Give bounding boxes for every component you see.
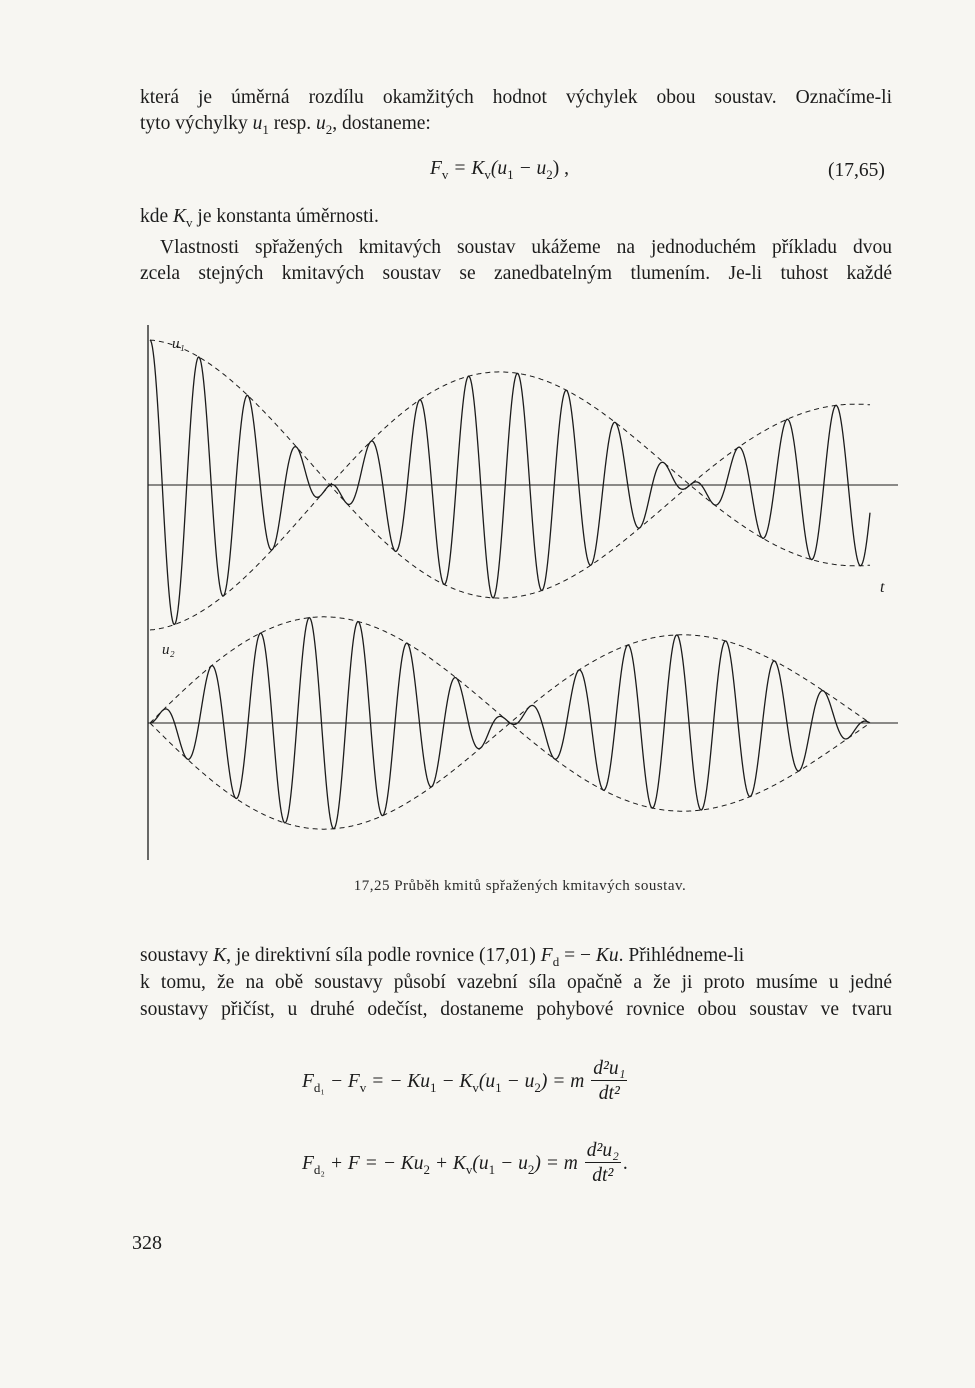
variable-u2: u	[316, 113, 326, 134]
paragraph-line	[140, 110, 431, 137]
subscript: v	[359, 1079, 367, 1095]
text-fragment: resp.	[268, 113, 317, 134]
subscript: 2	[546, 166, 553, 182]
u1-oscillation-curve	[150, 340, 870, 624]
subscript: 1	[262, 121, 269, 137]
eq-symbol: ) ,	[552, 158, 570, 179]
text-fragment: . Přihlédneme-li	[618, 945, 745, 966]
variable-k: K	[173, 206, 187, 227]
figure-caption: 17,25 Průběh kmitů spřažených kmitavých soustav.	[353, 878, 687, 894]
paragraph-line	[140, 942, 892, 969]
text-fragment: , je direktivní síla podle rovnice (17,01)	[226, 945, 541, 966]
subscript: 1	[430, 1079, 437, 1095]
paragraph-line: Vlastnosti spřažených kmitavých soustav ukážeme na jednoduchém příkladu dvou	[160, 237, 892, 258]
fraction-numerator: d²u₁	[593, 1058, 626, 1079]
subscript: 2	[423, 1161, 430, 1177]
eq-symbol: F	[430, 158, 442, 179]
subscript: v	[484, 166, 491, 182]
subscript: 1	[488, 1161, 496, 1177]
variable-f: F	[540, 945, 553, 966]
subscript: 1	[495, 1079, 502, 1095]
text-fragment: tyto výchylky	[140, 113, 253, 134]
eq-symbol: F	[302, 1152, 314, 1174]
subscript: 2	[534, 1079, 541, 1095]
subscript: 2	[527, 1161, 535, 1177]
u1-label: u₁	[172, 336, 185, 352]
fraction-denominator: dt²	[598, 1083, 620, 1104]
subscript: v	[465, 1161, 473, 1177]
subscript: v	[441, 166, 449, 182]
equation-motion-1	[302, 1058, 629, 1107]
subscript: d₁	[313, 1079, 325, 1095]
paragraph-line	[140, 203, 379, 230]
eq-symbol: (u	[472, 1152, 489, 1174]
paragraph-line: zcela stejných kmitavých soustav se zanedbatelným tlumením. Je-li tuhost každé	[140, 263, 892, 284]
fraction	[591, 1058, 627, 1107]
variable-ku: Ku	[595, 945, 619, 966]
coupled-oscillation-figure	[140, 320, 910, 865]
eq-symbol: (u	[478, 1070, 496, 1092]
fraction-denominator: dt²	[592, 1165, 614, 1186]
eq-symbol: ) = m	[534, 1152, 578, 1174]
subscript: v	[186, 214, 193, 230]
equation-17-65	[430, 158, 569, 180]
eq-symbol: = − Ku	[366, 1070, 430, 1092]
eq-symbol: − K	[436, 1070, 473, 1092]
subscript: d₂	[313, 1161, 325, 1177]
paragraph-line: soustavy přičíst, u druhé odečíst, dostaneme pohybové rovnice obou soustav ve tvaru	[140, 999, 892, 1020]
eq-symbol: + K	[430, 1152, 466, 1174]
eq-symbol: .	[622, 1152, 628, 1174]
text-fragment: je konstanta úměrnosti.	[192, 206, 379, 227]
eq-symbol: + F	[324, 1152, 360, 1174]
page-number: 328	[132, 1232, 162, 1254]
eq-symbol: ) = m	[540, 1070, 585, 1092]
eq-symbol: − u	[495, 1152, 528, 1174]
text-fragment: kde	[140, 206, 174, 227]
eq-symbol: F	[302, 1070, 314, 1092]
eq-symbol: − F	[324, 1070, 360, 1092]
equation-number: (17,65)	[828, 160, 885, 181]
text-fragment: = −	[559, 945, 596, 966]
paragraph-line: k tomu, že na obě soustavy působí vazební síla opačně a že ji proto musíme u jedné	[140, 972, 892, 993]
u1-envelope-lower	[150, 485, 870, 630]
u2-envelope-lower	[150, 723, 870, 829]
equation-motion-2	[302, 1140, 628, 1189]
u2-label: u₂	[162, 642, 175, 658]
subscript: d	[552, 953, 560, 969]
variable-u1: u	[252, 113, 263, 134]
eq-symbol: − u	[501, 1070, 535, 1092]
text-fragment: soustavy	[140, 945, 214, 966]
paragraph-line: která je úměrná rozdílu okamžitých hodnot výchylek obou soustav. Označíme-li	[140, 87, 892, 108]
eq-symbol: − u	[513, 158, 547, 179]
eq-symbol: (u	[490, 158, 508, 179]
variable-k: K	[213, 945, 227, 966]
eq-symbol: = − Ku	[359, 1152, 424, 1174]
eq-symbol: = K	[448, 158, 485, 179]
fraction-numerator: d²u₂	[586, 1140, 619, 1161]
subscript: v	[472, 1079, 479, 1095]
subscript: 1	[507, 166, 514, 182]
text-fragment: , dostaneme:	[332, 113, 431, 134]
u2-envelope-upper	[150, 617, 870, 723]
t-axis-label: t	[880, 579, 885, 596]
fraction	[585, 1140, 621, 1189]
subscript: 2	[325, 121, 333, 137]
